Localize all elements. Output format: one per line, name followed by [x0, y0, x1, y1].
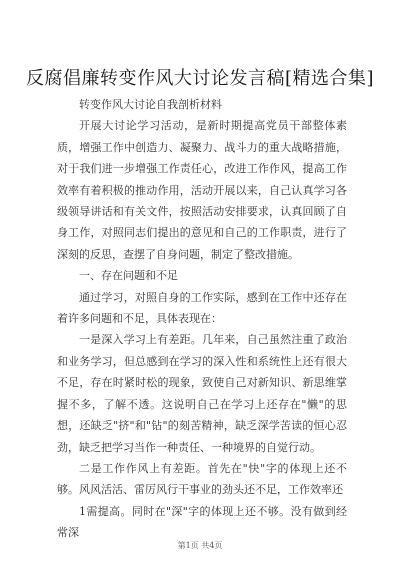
document-body: [57, 94, 347, 544]
document-title: 反腐倡廉转变作风大讨论发言稿[精选合集]: [25, 68, 375, 89]
paragraph-study-gap: 一是深入学习上有差距。几年来，自己虽然注重了政治和业务学习，但总感到在学习的深入性和系统性上还有很大不足，存在时紧时松的现象，致使自己对新知识、新思维掌握不多，了解不透。这说明自己在学习上还存在"懒"的思想，还缺乏"挤"和"钻"的刻苦精神，缺乏深学苦读的恒心忍劲，缺乏把学习当作一种责任、一种境界的自觉行动。: [57, 333, 347, 454]
paragraph-overview: 通过学习，对照自身的工作实际，感到在工作中还存在着许多问题和不足，具体表现在：: [57, 290, 347, 326]
page-footer: 第1页 共4页: [177, 541, 223, 550]
paragraph-intro: 开展大讨论学习活动，是新时期提高党员干部整体素质，增强工作中创造力、凝聚力、战斗力的重大战略措施，对于我们进一步增强工作责任心，改进工作作风，提高工作效率有着积极的推动作用，活动开展以来，自己认真学习各级领导讲话和有关文件，按照活动安排要求，认真回顾了自身工作，对照同志们提出的意见和自己的工作职责，进行了深刻的反思，查摆了自身问题，制定了整改措施。: [57, 119, 347, 261]
paragraph-subtitle: 转变作风大讨论自我剖析材料: [79, 98, 222, 111]
paragraph-continued: 1需提高。同时在"深"字的体现上还不够。没有做到经常深: [57, 504, 347, 540]
section-heading: 一、存在问题和不足: [79, 269, 178, 283]
paragraph-work-style-gap: 二是工作作风上有差距。首先在"快"字的体现上还不够。风风活活、雷厉风行干事业的劲头还不足，工作效率还: [57, 461, 347, 497]
